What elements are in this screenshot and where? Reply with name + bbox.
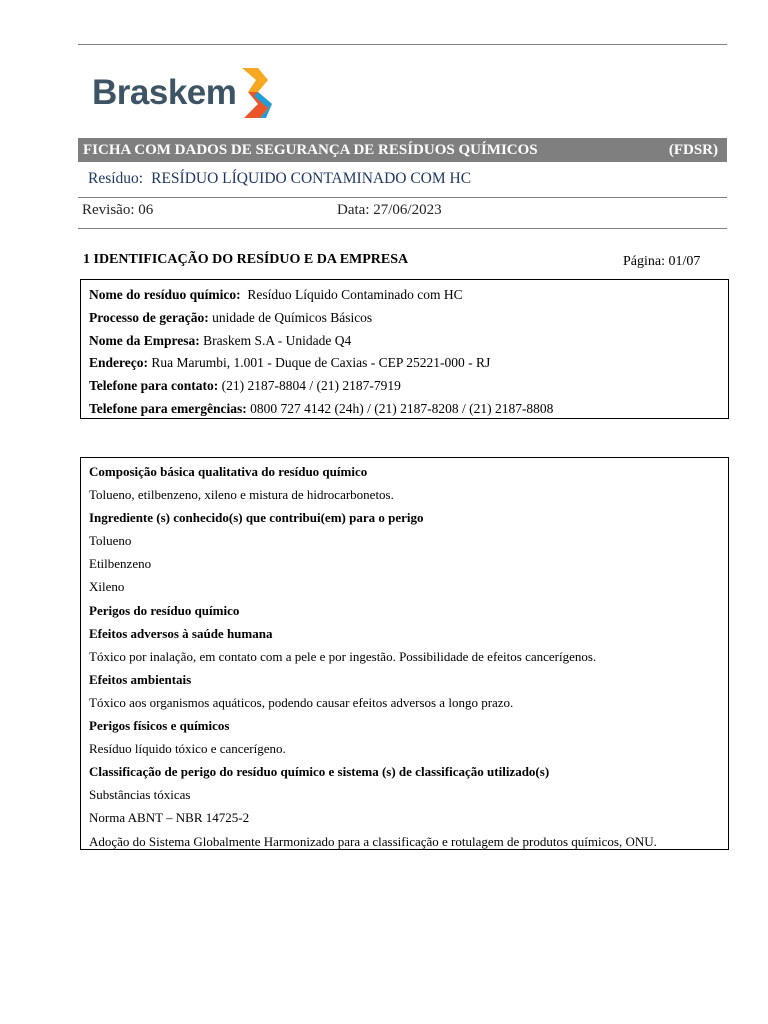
subheading: Efeitos ambientais (89, 671, 192, 687)
subheading: Efeitos adversos à saúde humana (89, 625, 273, 641)
text-line: Tóxico por inalação, em contato com a pele e por ingestão. Possibilidade de efeitos cancerígenos. (89, 648, 597, 664)
subheading: Perigos do resíduo químico (89, 602, 240, 618)
field-row (89, 330, 728, 353)
top-rule (78, 44, 727, 45)
field-value: 0800 727 4142 (24h) / (21) 2187-8208 / (21) 2187-8808 (250, 400, 554, 416)
field-value: (21) 2187-8804 / (21) 2187-7919 (221, 378, 401, 394)
text-line: Etilbenzeno (89, 556, 152, 572)
subheading: Perigos físicos e químicos (89, 718, 230, 734)
residue-line (88, 170, 471, 188)
field-label: Telefone para emergências: (89, 400, 247, 416)
field-label: Telefone para contato: (89, 378, 219, 394)
page-number: Página: 01/07 (623, 254, 701, 269)
field-row (89, 398, 728, 421)
divider (78, 197, 727, 198)
text-line: Adoção do Sistema Globalmente Harmonizado para a classificação e rotulagem de produtos químicos, ONU. (89, 833, 657, 849)
field-label: Processo de geração: (89, 309, 209, 325)
text-line: Tolueno, etilbenzeno, xileno e mistura de hidrocarbonetos. (89, 487, 394, 503)
residue-label: Resíduo: (88, 170, 144, 187)
field-value: Rua Marumbi, 1.001 - Duque de Caxias - CEP 25221-000 - RJ (151, 355, 491, 371)
composition-box (80, 457, 729, 850)
logo-text: Braskem (92, 72, 237, 112)
braskem-logo (92, 64, 274, 120)
text-line: Substâncias tóxicas (89, 787, 191, 803)
text-line: Norma ABNT – NBR 14725-2 (89, 810, 250, 826)
field-row (89, 352, 728, 375)
text-line: Resíduo líquido tóxico e cancerígeno. (89, 741, 286, 757)
field-value: Braskem S.A - Unidade Q4 (203, 332, 352, 348)
text-line: Xileno (89, 579, 125, 595)
document-code: (FDSR) (668, 142, 718, 158)
divider (78, 228, 727, 229)
identification-box (80, 279, 729, 419)
text-line: Tóxico aos organismos aquáticos, podendo causar efeitos adversos a longo prazo. (89, 694, 514, 710)
document-title-bar (78, 138, 727, 162)
field-label: Nome do resíduo químico: (89, 287, 241, 302)
revision-date: Data: 27/06/2023 (337, 202, 442, 218)
field-label: Endereço: (89, 355, 148, 371)
subheading: Classificação de perigo do resíduo químico e sistema (s) de classificação utilizado(s) (89, 764, 550, 780)
braskem-mark-icon (238, 66, 274, 120)
subheading: Composição básica qualitativa do resíduo químico (89, 464, 368, 479)
field-row (89, 375, 728, 398)
revision: Revisão: 06 (82, 202, 154, 218)
document-title: FICHA COM DADOS DE SEGURANÇA DE RESÍDUOS QUÍMICOS (83, 142, 538, 158)
field-row (89, 284, 728, 307)
subheading: Ingrediente (s) conhecido(s) que contribui(em) para o perigo (89, 510, 424, 526)
residue-name: RESÍDUO LÍQUIDO CONTAMINADO COM HC (151, 170, 472, 187)
field-value: unidade de Químicos Básicos (212, 309, 373, 325)
text-line: Tolueno (89, 533, 132, 549)
field-row (89, 307, 728, 330)
field-value: Resíduo Líquido Contaminado com HC (247, 287, 463, 302)
section-heading: 1 IDENTIFICAÇÃO DO RESÍDUO E DA EMPRESA (83, 252, 409, 267)
field-label: Nome da Empresa: (89, 332, 200, 348)
